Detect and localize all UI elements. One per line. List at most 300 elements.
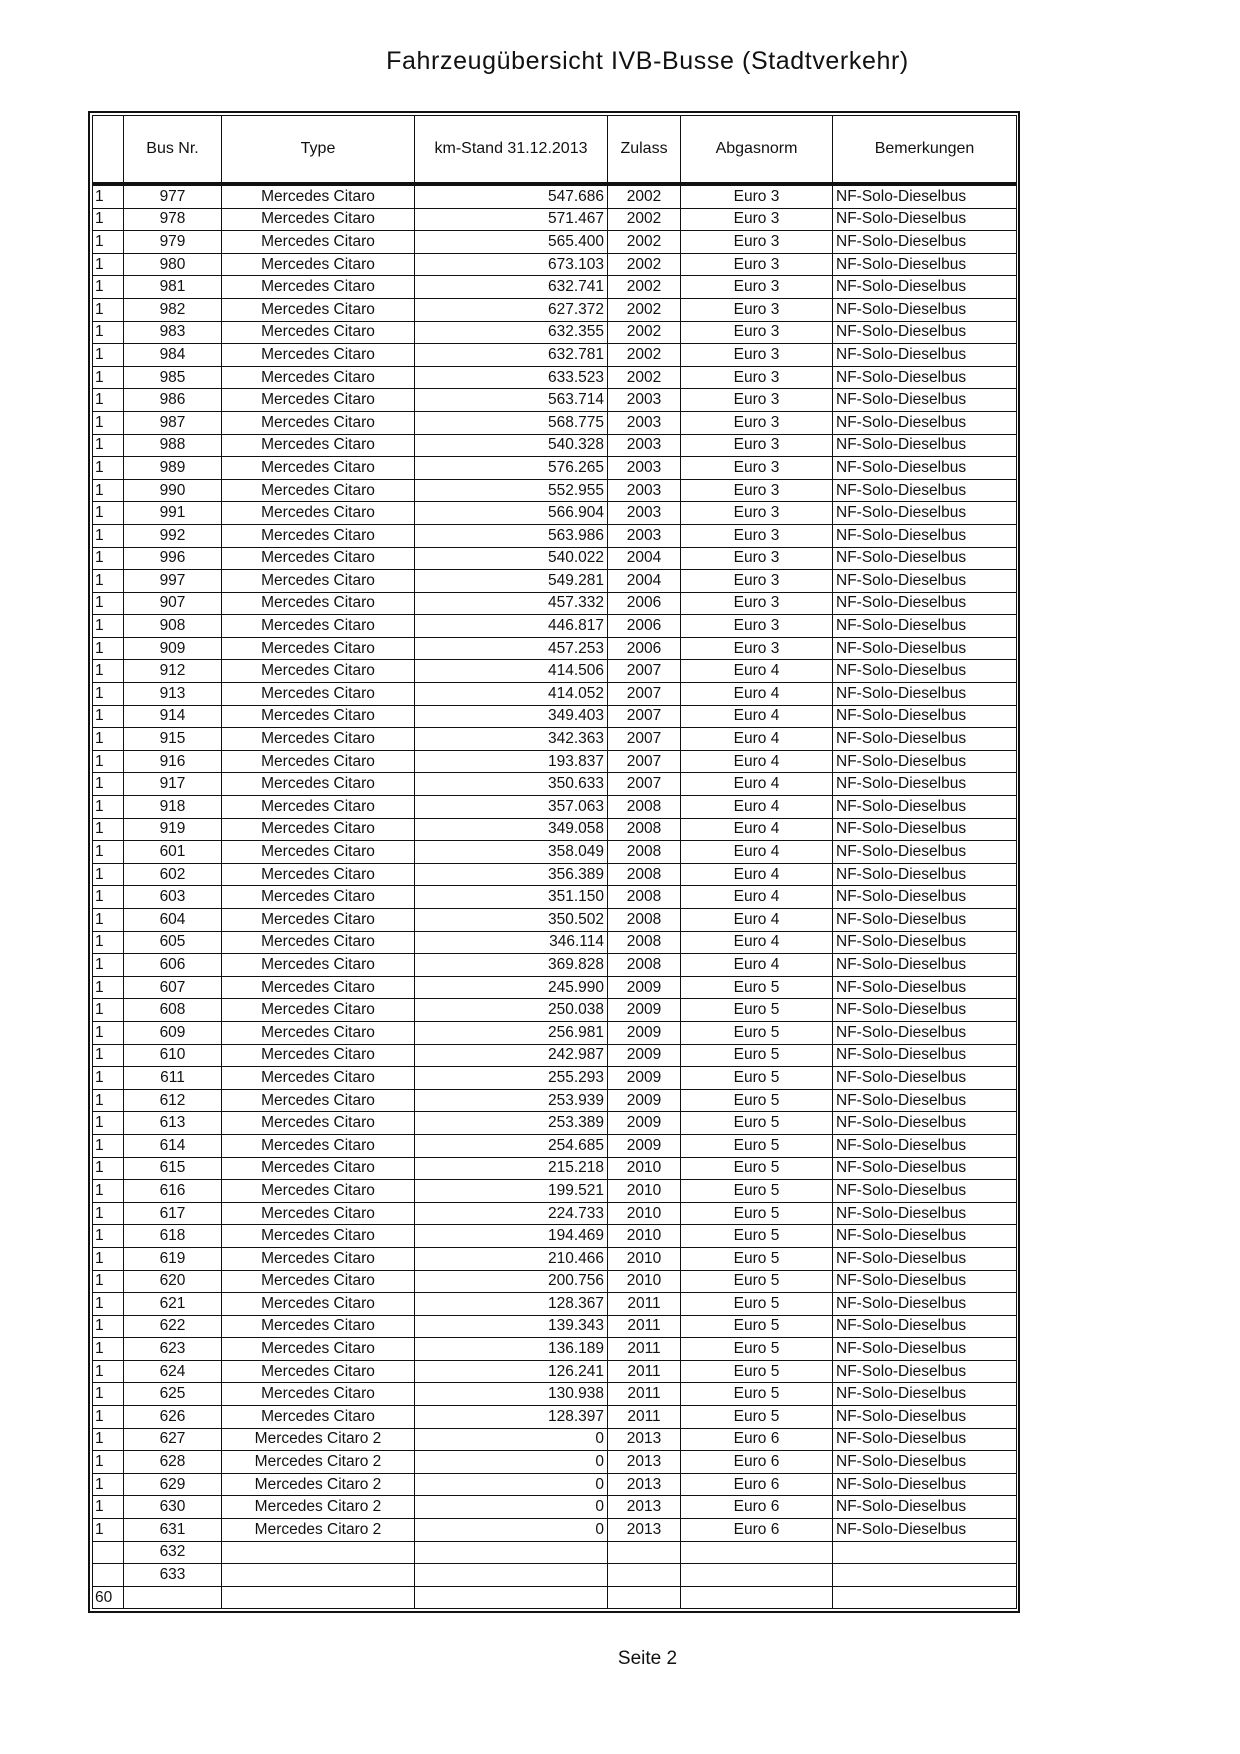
abgasnorm-cell: Euro 5	[681, 1270, 833, 1293]
km-cell: 194.469	[415, 1225, 608, 1248]
type-cell: Mercedes Citaro	[222, 1067, 415, 1090]
km-cell: 128.397	[415, 1406, 608, 1429]
table-row	[93, 479, 1017, 502]
count-cell: 1	[93, 841, 124, 864]
table-row	[93, 1315, 1017, 1338]
table-row	[93, 366, 1017, 389]
km-cell: 256.981	[415, 1021, 608, 1044]
zulass-cell: 2003	[608, 479, 681, 502]
km-cell: 193.837	[415, 750, 608, 773]
bus-nr-cell: 603	[124, 886, 222, 909]
count-cell: 1	[93, 773, 124, 796]
count-cell	[93, 1564, 124, 1587]
bemerkungen-cell: NF-Solo-Dieselbus	[833, 1519, 1017, 1542]
abgasnorm-cell: Euro 4	[681, 931, 833, 954]
zulass-cell: 2002	[608, 231, 681, 254]
abgasnorm-cell: Euro 4	[681, 818, 833, 841]
table-row	[93, 796, 1017, 819]
km-cell: 547.686	[415, 184, 608, 208]
bemerkungen-cell: NF-Solo-Dieselbus	[833, 999, 1017, 1022]
count-cell: 1	[93, 683, 124, 706]
count-cell: 1	[93, 1360, 124, 1383]
bus-nr-cell: 605	[124, 931, 222, 954]
count-cell: 1	[93, 660, 124, 683]
type-cell: Mercedes Citaro	[222, 1089, 415, 1112]
abgasnorm-cell: Euro 6	[681, 1451, 833, 1474]
km-cell: 356.389	[415, 863, 608, 886]
count-cell: 1	[93, 615, 124, 638]
zulass-cell: 2002	[608, 253, 681, 276]
abgasnorm-cell: Euro 6	[681, 1428, 833, 1451]
bemerkungen-cell: NF-Solo-Dieselbus	[833, 298, 1017, 321]
bemerkungen-cell: NF-Solo-Dieselbus	[833, 841, 1017, 864]
count-cell: 1	[93, 231, 124, 254]
zulass-cell: 2009	[608, 1021, 681, 1044]
abgasnorm-cell: Euro 5	[681, 1067, 833, 1090]
zulass-cell: 2011	[608, 1383, 681, 1406]
zulass-cell: 2002	[608, 321, 681, 344]
km-cell	[415, 1586, 608, 1609]
bus-nr-cell: 622	[124, 1315, 222, 1338]
type-cell: Mercedes Citaro	[222, 502, 415, 525]
table-row	[93, 389, 1017, 412]
bemerkungen-cell: NF-Solo-Dieselbus	[833, 434, 1017, 457]
count-cell: 1	[93, 637, 124, 660]
count-cell: 1	[93, 184, 124, 208]
table-row	[93, 1338, 1017, 1361]
abgasnorm-cell: Euro 3	[681, 276, 833, 299]
abgasnorm-cell: Euro 3	[681, 208, 833, 231]
type-cell: Mercedes Citaro	[222, 231, 415, 254]
zulass-cell: 2013	[608, 1496, 681, 1519]
count-cell: 60	[93, 1586, 124, 1609]
count-cell: 1	[93, 321, 124, 344]
table-row	[93, 660, 1017, 683]
type-cell: Mercedes Citaro	[222, 818, 415, 841]
count-cell: 1	[93, 1338, 124, 1361]
zulass-cell: 2008	[608, 909, 681, 932]
abgasnorm-cell: Euro 3	[681, 434, 833, 457]
bemerkungen-cell: NF-Solo-Dieselbus	[833, 1451, 1017, 1474]
bus-nr-cell: 913	[124, 683, 222, 706]
table-row	[93, 615, 1017, 638]
abgasnorm-cell: Euro 4	[681, 683, 833, 706]
abgasnorm-cell: Euro 4	[681, 750, 833, 773]
table-row	[93, 773, 1017, 796]
bus-nr-cell: 623	[124, 1338, 222, 1361]
table-row	[93, 909, 1017, 932]
table-row	[93, 1564, 1017, 1587]
abgasnorm-cell	[681, 1564, 833, 1587]
bemerkungen-cell: NF-Solo-Dieselbus	[833, 389, 1017, 412]
zulass-cell: 2002	[608, 344, 681, 367]
zulass-cell: 2011	[608, 1293, 681, 1316]
zulass-cell: 2003	[608, 389, 681, 412]
table-row	[93, 570, 1017, 593]
type-cell: Mercedes Citaro	[222, 863, 415, 886]
bus-nr-cell: 609	[124, 1021, 222, 1044]
table-row	[93, 1021, 1017, 1044]
type-cell: Mercedes Citaro	[222, 524, 415, 547]
bus-nr-cell: 915	[124, 728, 222, 751]
type-cell: Mercedes Citaro	[222, 637, 415, 660]
bus-nr-cell: 630	[124, 1496, 222, 1519]
count-cell: 1	[93, 1180, 124, 1203]
bus-nr-cell: 919	[124, 818, 222, 841]
zulass-cell: 2008	[608, 863, 681, 886]
zulass-cell: 2011	[608, 1315, 681, 1338]
km-cell: 632.781	[415, 344, 608, 367]
count-cell: 1	[93, 1383, 124, 1406]
zulass-cell: 2010	[608, 1270, 681, 1293]
type-cell: Mercedes Citaro 2	[222, 1473, 415, 1496]
count-cell: 1	[93, 547, 124, 570]
table-row	[93, 1225, 1017, 1248]
bemerkungen-cell: NF-Solo-Dieselbus	[833, 253, 1017, 276]
bus-nr-cell: 989	[124, 457, 222, 480]
bus-nr-cell: 991	[124, 502, 222, 525]
bemerkungen-cell: NF-Solo-Dieselbus	[833, 728, 1017, 751]
type-cell: Mercedes Citaro	[222, 366, 415, 389]
abgasnorm-cell: Euro 5	[681, 1247, 833, 1270]
type-cell	[222, 1586, 415, 1609]
abgasnorm-cell: Euro 5	[681, 1112, 833, 1135]
km-cell: 128.367	[415, 1293, 608, 1316]
count-cell: 1	[93, 863, 124, 886]
type-cell: Mercedes Citaro	[222, 976, 415, 999]
km-cell: 633.523	[415, 366, 608, 389]
bemerkungen-cell: NF-Solo-Dieselbus	[833, 321, 1017, 344]
zulass-cell: 2006	[608, 615, 681, 638]
count-cell: 1	[93, 1293, 124, 1316]
type-cell: Mercedes Citaro	[222, 1021, 415, 1044]
bemerkungen-cell	[833, 1586, 1017, 1609]
km-cell: 632.741	[415, 276, 608, 299]
bus-nr-cell: 608	[124, 999, 222, 1022]
zulass-cell: 2009	[608, 1089, 681, 1112]
header-km-stand: km-Stand 31.12.2013	[415, 116, 608, 185]
zulass-cell: 2009	[608, 1067, 681, 1090]
abgasnorm-cell: Euro 3	[681, 637, 833, 660]
zulass-cell: 2007	[608, 660, 681, 683]
type-cell	[222, 1541, 415, 1564]
type-cell: Mercedes Citaro	[222, 728, 415, 751]
bus-nr-cell: 978	[124, 208, 222, 231]
bus-nr-cell: 614	[124, 1134, 222, 1157]
table-row	[93, 1270, 1017, 1293]
bus-nr-cell: 917	[124, 773, 222, 796]
table-row	[93, 1406, 1017, 1429]
abgasnorm-cell: Euro 4	[681, 886, 833, 909]
abgasnorm-cell: Euro 4	[681, 909, 833, 932]
count-cell: 1	[93, 750, 124, 773]
abgasnorm-cell: Euro 3	[681, 298, 833, 321]
bus-nr-cell: 602	[124, 863, 222, 886]
km-cell: 552.955	[415, 479, 608, 502]
bus-nr-cell: 604	[124, 909, 222, 932]
zulass-cell: 2011	[608, 1338, 681, 1361]
bemerkungen-cell: NF-Solo-Dieselbus	[833, 1247, 1017, 1270]
abgasnorm-cell: Euro 5	[681, 1315, 833, 1338]
table-row	[93, 1451, 1017, 1474]
type-cell: Mercedes Citaro	[222, 457, 415, 480]
bemerkungen-cell: NF-Solo-Dieselbus	[833, 276, 1017, 299]
type-cell: Mercedes Citaro	[222, 1134, 415, 1157]
type-cell: Mercedes Citaro	[222, 276, 415, 299]
bemerkungen-cell: NF-Solo-Dieselbus	[833, 502, 1017, 525]
abgasnorm-cell: Euro 3	[681, 366, 833, 389]
km-cell: 126.241	[415, 1360, 608, 1383]
abgasnorm-cell: Euro 4	[681, 660, 833, 683]
fleet-table	[92, 115, 1017, 1609]
type-cell: Mercedes Citaro 2	[222, 1451, 415, 1474]
zulass-cell: 2003	[608, 434, 681, 457]
count-cell: 1	[93, 479, 124, 502]
count-cell: 1	[93, 976, 124, 999]
km-cell: 571.467	[415, 208, 608, 231]
type-cell: Mercedes Citaro	[222, 773, 415, 796]
km-cell: 414.052	[415, 683, 608, 706]
km-cell: 245.990	[415, 976, 608, 999]
abgasnorm-cell: Euro 6	[681, 1496, 833, 1519]
zulass-cell: 2013	[608, 1428, 681, 1451]
table-row	[93, 1247, 1017, 1270]
count-cell: 1	[93, 592, 124, 615]
bus-nr-cell: 977	[124, 184, 222, 208]
table-row	[93, 344, 1017, 367]
bemerkungen-cell: NF-Solo-Dieselbus	[833, 705, 1017, 728]
bemerkungen-cell: NF-Solo-Dieselbus	[833, 1338, 1017, 1361]
table-row	[93, 1293, 1017, 1316]
bus-nr-cell: 988	[124, 434, 222, 457]
abgasnorm-cell: Euro 3	[681, 592, 833, 615]
table-row	[93, 1360, 1017, 1383]
type-cell: Mercedes Citaro	[222, 253, 415, 276]
type-cell: Mercedes Citaro 2	[222, 1496, 415, 1519]
bemerkungen-cell: NF-Solo-Dieselbus	[833, 524, 1017, 547]
abgasnorm-cell: Euro 4	[681, 954, 833, 977]
km-cell: 224.733	[415, 1202, 608, 1225]
type-cell: Mercedes Citaro	[222, 1270, 415, 1293]
km-cell: 627.372	[415, 298, 608, 321]
bemerkungen-cell: NF-Solo-Dieselbus	[833, 1293, 1017, 1316]
type-cell: Mercedes Citaro	[222, 683, 415, 706]
km-cell: 342.363	[415, 728, 608, 751]
zulass-cell: 2004	[608, 547, 681, 570]
bus-nr-cell: 916	[124, 750, 222, 773]
type-cell: Mercedes Citaro	[222, 1360, 415, 1383]
bus-nr-cell: 610	[124, 1044, 222, 1067]
table-row	[93, 1067, 1017, 1090]
bus-nr-cell: 983	[124, 321, 222, 344]
zulass-cell: 2009	[608, 1044, 681, 1067]
zulass-cell: 2009	[608, 999, 681, 1022]
zulass-cell	[608, 1541, 681, 1564]
bemerkungen-cell: NF-Solo-Dieselbus	[833, 344, 1017, 367]
km-cell: 457.253	[415, 637, 608, 660]
table-row	[93, 976, 1017, 999]
count-cell: 1	[93, 1451, 124, 1474]
table-row	[93, 841, 1017, 864]
type-cell: Mercedes Citaro	[222, 1180, 415, 1203]
header-row	[93, 116, 1017, 185]
type-cell: Mercedes Citaro	[222, 389, 415, 412]
zulass-cell: 2002	[608, 208, 681, 231]
bemerkungen-cell: NF-Solo-Dieselbus	[833, 886, 1017, 909]
count-cell: 1	[93, 502, 124, 525]
bemerkungen-cell: NF-Solo-Dieselbus	[833, 547, 1017, 570]
bus-nr-cell: 633	[124, 1564, 222, 1587]
zulass-cell: 2010	[608, 1247, 681, 1270]
bus-nr-cell: 625	[124, 1383, 222, 1406]
abgasnorm-cell: Euro 5	[681, 1044, 833, 1067]
type-cell: Mercedes Citaro	[222, 750, 415, 773]
count-cell: 1	[93, 954, 124, 977]
zulass-cell: 2010	[608, 1157, 681, 1180]
zulass-cell: 2007	[608, 728, 681, 751]
zulass-cell: 2003	[608, 457, 681, 480]
bus-nr-cell: 914	[124, 705, 222, 728]
zulass-cell: 2003	[608, 411, 681, 434]
type-cell: Mercedes Citaro	[222, 1383, 415, 1406]
km-cell: 200.756	[415, 1270, 608, 1293]
abgasnorm-cell: Euro 5	[681, 1383, 833, 1406]
table-row	[93, 411, 1017, 434]
type-cell: Mercedes Citaro	[222, 1247, 415, 1270]
km-cell: 136.189	[415, 1338, 608, 1361]
bus-nr-cell	[124, 1586, 222, 1609]
table-row	[93, 524, 1017, 547]
bus-nr-cell: 626	[124, 1406, 222, 1429]
type-cell: Mercedes Citaro	[222, 1338, 415, 1361]
bus-nr-cell: 606	[124, 954, 222, 977]
bus-nr-cell: 918	[124, 796, 222, 819]
km-cell: 568.775	[415, 411, 608, 434]
bemerkungen-cell: NF-Solo-Dieselbus	[833, 1134, 1017, 1157]
km-cell: 673.103	[415, 253, 608, 276]
zulass-cell: 2011	[608, 1360, 681, 1383]
bemerkungen-cell: NF-Solo-Dieselbus	[833, 208, 1017, 231]
table-row	[93, 1428, 1017, 1451]
zulass-cell: 2007	[608, 705, 681, 728]
bus-nr-cell: 979	[124, 231, 222, 254]
km-cell: 632.355	[415, 321, 608, 344]
zulass-cell: 2002	[608, 276, 681, 299]
type-cell: Mercedes Citaro	[222, 321, 415, 344]
bus-nr-cell: 612	[124, 1089, 222, 1112]
km-cell: 215.218	[415, 1157, 608, 1180]
bemerkungen-cell: NF-Solo-Dieselbus	[833, 411, 1017, 434]
bus-nr-cell: 908	[124, 615, 222, 638]
abgasnorm-cell: Euro 3	[681, 344, 833, 367]
zulass-cell: 2006	[608, 637, 681, 660]
bemerkungen-cell: NF-Solo-Dieselbus	[833, 231, 1017, 254]
count-cell: 1	[93, 1067, 124, 1090]
abgasnorm-cell: Euro 3	[681, 184, 833, 208]
km-cell: 540.022	[415, 547, 608, 570]
abgasnorm-cell: Euro 5	[681, 1202, 833, 1225]
bus-nr-cell: 629	[124, 1473, 222, 1496]
count-cell: 1	[93, 796, 124, 819]
type-cell: Mercedes Citaro 2	[222, 1428, 415, 1451]
bus-nr-cell: 620	[124, 1270, 222, 1293]
zulass-cell: 2009	[608, 1134, 681, 1157]
abgasnorm-cell: Euro 4	[681, 841, 833, 864]
bus-nr-cell: 616	[124, 1180, 222, 1203]
type-cell: Mercedes Citaro	[222, 208, 415, 231]
count-cell: 1	[93, 208, 124, 231]
km-cell: 0	[415, 1519, 608, 1542]
zulass-cell: 2013	[608, 1451, 681, 1474]
zulass-cell: 2007	[608, 683, 681, 706]
zulass-cell: 2008	[608, 931, 681, 954]
bemerkungen-cell: NF-Solo-Dieselbus	[833, 976, 1017, 999]
zulass-cell: 2008	[608, 841, 681, 864]
abgasnorm-cell: Euro 3	[681, 547, 833, 570]
km-cell: 199.521	[415, 1180, 608, 1203]
bemerkungen-cell: NF-Solo-Dieselbus	[833, 615, 1017, 638]
zulass-cell: 2006	[608, 592, 681, 615]
table-row	[93, 886, 1017, 909]
type-cell: Mercedes Citaro	[222, 344, 415, 367]
bus-nr-cell: 907	[124, 592, 222, 615]
count-cell: 1	[93, 570, 124, 593]
type-cell: Mercedes Citaro	[222, 592, 415, 615]
type-cell: Mercedes Citaro	[222, 547, 415, 570]
count-cell: 1	[93, 524, 124, 547]
table-row	[93, 1044, 1017, 1067]
bemerkungen-cell: NF-Solo-Dieselbus	[833, 1180, 1017, 1203]
km-cell: 549.281	[415, 570, 608, 593]
km-cell: 576.265	[415, 457, 608, 480]
type-cell: Mercedes Citaro	[222, 931, 415, 954]
table-row	[93, 954, 1017, 977]
abgasnorm-cell: Euro 5	[681, 1134, 833, 1157]
bemerkungen-cell: NF-Solo-Dieselbus	[833, 1112, 1017, 1135]
bemerkungen-cell: NF-Solo-Dieselbus	[833, 954, 1017, 977]
count-cell: 1	[93, 1089, 124, 1112]
abgasnorm-cell	[681, 1586, 833, 1609]
count-cell: 1	[93, 1315, 124, 1338]
count-cell: 1	[93, 1134, 124, 1157]
count-cell: 1	[93, 1496, 124, 1519]
table-row	[93, 276, 1017, 299]
type-cell: Mercedes Citaro	[222, 1293, 415, 1316]
type-cell: Mercedes Citaro	[222, 1315, 415, 1338]
km-cell: 139.343	[415, 1315, 608, 1338]
km-cell: 350.502	[415, 909, 608, 932]
bus-nr-cell: 624	[124, 1360, 222, 1383]
abgasnorm-cell: Euro 6	[681, 1519, 833, 1542]
count-cell: 1	[93, 1044, 124, 1067]
km-cell: 349.058	[415, 818, 608, 841]
bemerkungen-cell: NF-Solo-Dieselbus	[833, 1360, 1017, 1383]
bus-nr-cell: 984	[124, 344, 222, 367]
abgasnorm-cell: Euro 3	[681, 502, 833, 525]
count-cell: 1	[93, 931, 124, 954]
bemerkungen-cell: NF-Solo-Dieselbus	[833, 1406, 1017, 1429]
abgasnorm-cell: Euro 3	[681, 479, 833, 502]
count-cell: 1	[93, 728, 124, 751]
table-row	[93, 1473, 1017, 1496]
type-cell: Mercedes Citaro	[222, 184, 415, 208]
header-count	[93, 116, 124, 185]
abgasnorm-cell: Euro 3	[681, 389, 833, 412]
count-cell: 1	[93, 344, 124, 367]
table-row	[93, 184, 1017, 208]
km-cell: 414.506	[415, 660, 608, 683]
km-cell: 250.038	[415, 999, 608, 1022]
